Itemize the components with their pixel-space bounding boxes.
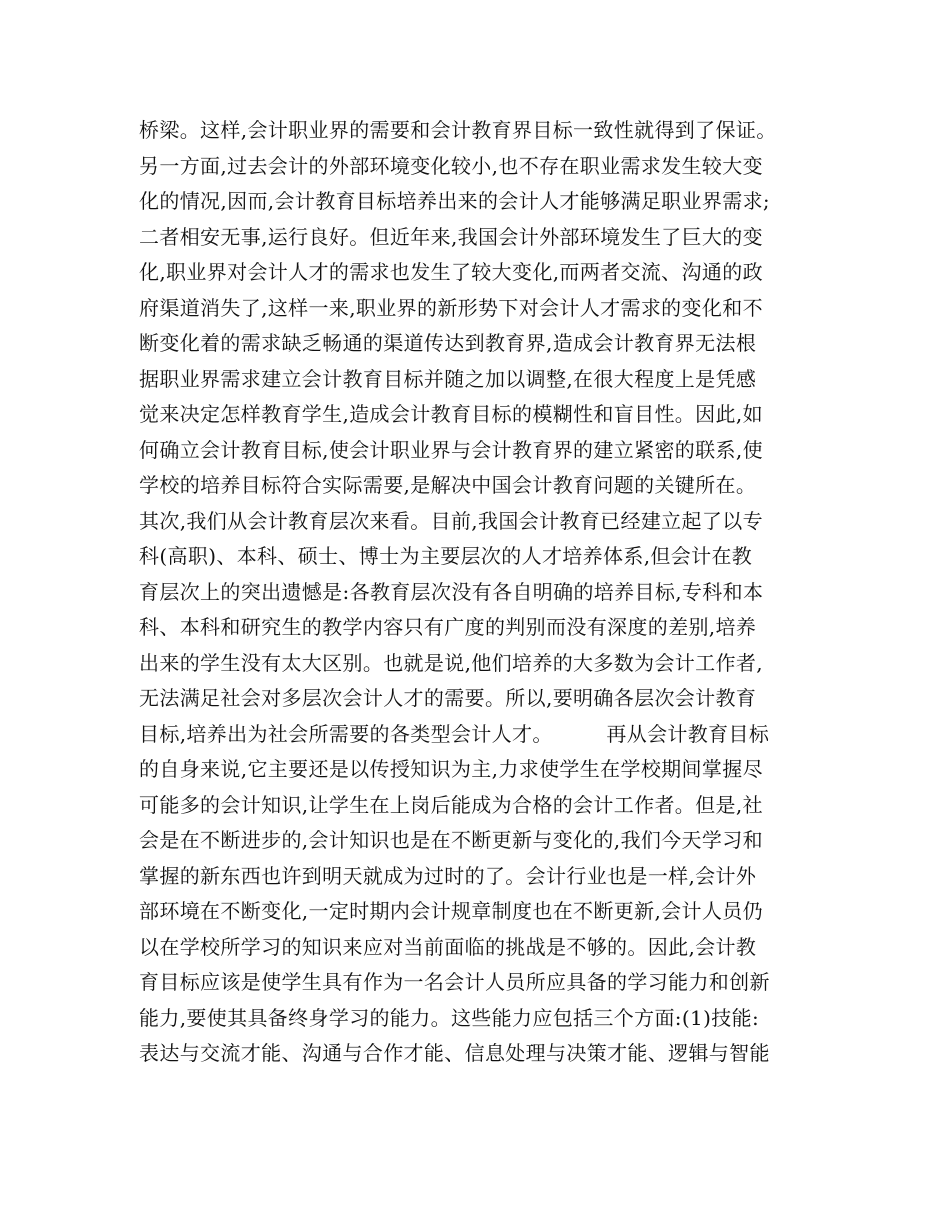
text-line: 二者相安无事,运行良好。但近年来,我国会计外部环境发生了巨大的变: [139, 224, 763, 249]
text-line: 断变化着的需求缺乏畅通的渠道传达到教育界,造成会计教育界无法根: [139, 331, 757, 355]
text-line: 育目标应该是使学生具有作为一名会计人员所应具备的学习能力和创新: [139, 970, 770, 994]
text-line: 府渠道消失了,这样一来,职业界的新形势下对会计人才需求的变化和不: [139, 295, 763, 320]
text-line: 无法满足社会对多层次会计人才的需要。所以,要明确各层次会计教育: [139, 686, 757, 710]
text-line: 学校的培养目标符合实际需要,是解决中国会计教育问题的关键所在。: [139, 473, 757, 497]
text-line: 部环境在不断变化,一定时期内会计规章制度也在不断更新,会计人员仍: [139, 899, 763, 923]
text-line: 以在学校所学习的知识来应对当前面临的挑战是不够的。因此,会计教: [139, 934, 757, 959]
body-text: [139, 113, 829, 1072]
text-line: 的自身来说,它主要还是以传授知识为主,力求使学生在学校期间掌握尽: [139, 757, 763, 781]
text-line: 科(高职)、本科、硕士、博士为主要层次的人才培养体系,但会计在教: [139, 544, 753, 568]
text-line: 能力,要使其具备终身学习的能力。这些能力应包括三个方面:(1)技能:: [139, 1005, 760, 1030]
text-line: 何确立会计教育目标,使会计职业界与会计教育界的建立紧密的联系,使: [139, 437, 763, 462]
text-line: 出来的学生没有太大区别。也就是说,他们培养的大多数为会计工作者,: [139, 650, 763, 675]
text-line: 桥梁。这样,会计职业界的需要和会计教育界目标一致性就得到了保证。: [139, 118, 777, 142]
text-line: 化的情况,因而,会计教育目标培养出来的会计人才能够满足职业界需求;: [139, 189, 771, 213]
text-line: 会是在不断进步的,会计知识也是在不断更新与变化的,我们今天学习和: [139, 828, 763, 852]
text-line: 育层次上的突出遗憾是:各教育层次没有各自明确的培养目标,专科和本: [139, 579, 764, 604]
text-line: 科、本科和研究生的教学内容只有广度的判别而没有深度的差别,培养: [139, 615, 757, 639]
text-line: 其次,我们从会计教育层次来看。目前,我国会计教育已经建立起了以专: [139, 508, 763, 533]
text-line: 据职业界需求建立会计教育目标并随之加以调整,在很大程度上是凭感: [139, 366, 757, 391]
text-line: 化,职业界对会计人才的需求也发生了较大变化,而两者交流、沟通的政: [139, 260, 763, 284]
text-line: 目标,培养出为社会所需要的各类型会计人才。 再从会计教育目标: [139, 721, 770, 746]
text-line: 可能多的会计知识,让学生在上岗后能成为合格的会计工作者。但是,社: [139, 792, 763, 817]
text-line: 另一方面,过去会计的外部环境变化较小,也不存在职业需求发生较大变: [139, 153, 763, 178]
text-line: 表达与交流才能、沟通与合作才能、信息处理与决策才能、逻辑与智能: [139, 1041, 770, 1065]
text-line: 觉来决定怎样教育学生,造成会计教育目标的模糊性和盲目性。因此,如: [139, 402, 763, 426]
text-line: 掌握的新东西也许到明天就成为过时的了。会计行业也是一样,会计外: [139, 863, 757, 888]
